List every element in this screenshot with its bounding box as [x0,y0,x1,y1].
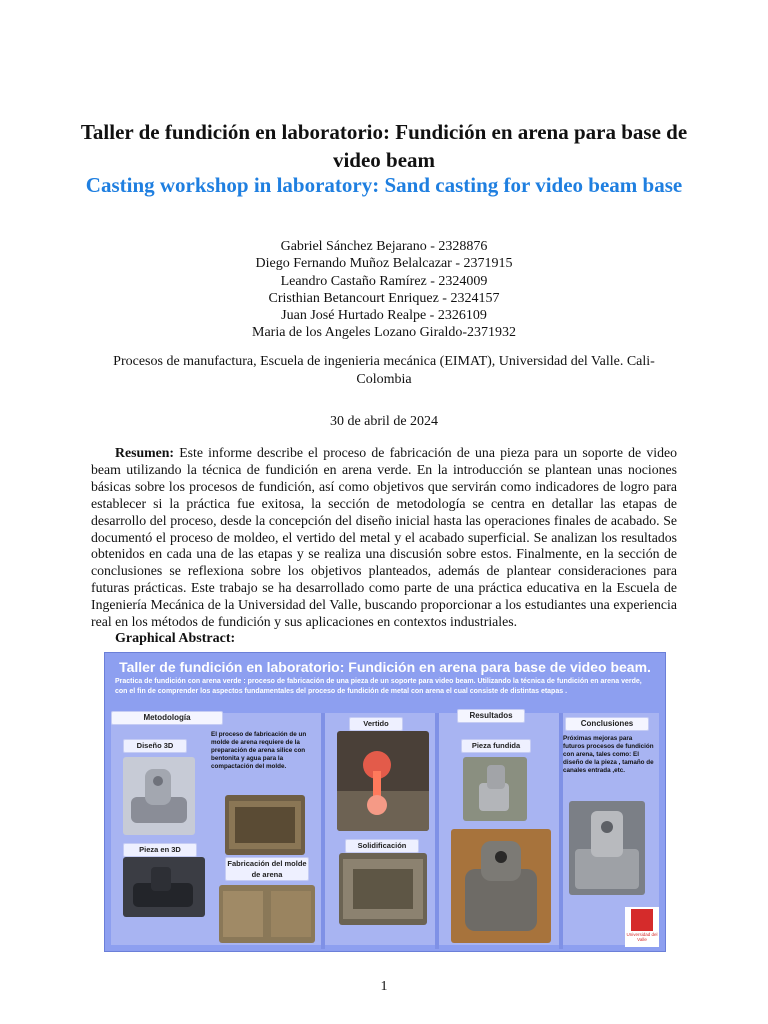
author: Juan José Hurtado Realpe - 2326109 [281,308,487,324]
section-label-resultados: Resultados [457,709,525,723]
3d-render-icon [123,757,195,835]
author: Cristhian Betancourt Enriquez - 2324157 [268,290,500,306]
author-list [100,238,668,342]
photo-finished-part [451,829,551,943]
paper-title-english: Casting workshop in laboratory: Sand casting for video beam base [85,173,683,197]
label-pieza-3d: Pieza en 3D [123,843,197,857]
photo-cast-part [463,757,527,821]
mold-halves-icon [219,885,315,943]
author: Gabriel Sánchez Bejarano - 2328876 [280,239,488,254]
photo-3d-printed-part [123,857,205,917]
poster-subtitle: Practica de fundición con arena verde : proceso de fabricación de una pieza de un soporte para video beam. Utilizando la técnica de fundición en arena verde, con el fin de comprender los aspectos fundamentales del proceso de fundición de metal con arena el cual consiste de distintas etapas . [115,678,642,695]
university-logo [625,907,659,947]
sand-mold-icon [225,795,305,855]
section-label-metodologia: Metodología [111,711,223,725]
metodologia-note: El proceso de fabricación de un molde de arena requiere de la preparación de arena silice con bentonita y agua para la compactación del molde. [211,731,307,770]
author: Maria de los Angeles Lozano Giraldo-2371932 [252,325,516,341]
label-vertido: Vertido [349,717,403,731]
photo-3d-design [123,757,195,835]
label-diseno-3d: Diseño 3D [123,739,187,753]
author: Leandro Castaño Ramírez - 2324009 [280,273,488,289]
photo-pouring [337,731,429,831]
abstract-label: Resumen: [115,445,175,460]
photo-sand-mold [225,795,305,855]
page-number: 1 [380,979,388,994]
logo-mark-icon [631,909,653,931]
affiliation: Procesos de manufactura, Escuela de ingenieria mecánica (EIMAT), Universidad del Valle. Cali-Colombia [113,354,655,387]
photo-final-piece [569,801,645,895]
graphical-abstract-label: Graphical Abstract: [115,631,236,646]
abstract [91,445,677,631]
solidified-mold-icon [339,853,427,925]
paper-title-spanish: Taller de fundición en laboratorio: Fundición en arena para base de video beam [80,120,688,172]
photo-mold-halves [219,885,315,943]
printed-part-icon [123,857,205,917]
photo-solidification [339,853,427,925]
label-pieza-fundida: Pieza fundida [461,739,531,753]
logo-text: Universidad del Valle [626,932,658,942]
publication-date: 30 de abril de 2024 [329,414,439,429]
pouring-metal-icon [337,731,429,831]
conclusiones-note: Próximas mejoras para futuros procesos de fundición con arena, tales como: El diseño de la pieza , tamaño de canales entrada ,etc. [563,735,654,774]
label-solidificacion: Solidificación [345,839,419,853]
cast-part-icon [463,757,527,821]
final-piece-icon [569,801,645,895]
author: Diego Fernando Muñoz Belalcazar - 2371915 [255,256,513,272]
section-label-conclusiones: Conclusiones [565,717,649,731]
poster-title: Taller de fundición en laboratorio: Fundición en arena para base de video beam. [119,659,651,675]
label-fabricacion-molde: Fabricación del molde de arena [225,857,309,881]
finished-part-icon [451,829,551,943]
abstract-text: Este informe describe el proceso de fabricación de una pieza para un soporte de video beam utilizando la técnica de fundición en arena verde. En la introducción se plantean unas nociones básicas sobre los procesos de fundición, así como objetivos que servirán como indicadores de logro para establecer si la práctica fue exitosa, la sección de metodología se centra en detallar las etapas de desarrollo del proceso, desde la concepción del diseño inicial hasta las operaciones finales de acabado. Se documentó el proceso de moldeo, el vertido del metal y el acabado superficial. Se analizan los resultados obtenidos en cada una de las etapas y se realiza una discusión sobre estos. Finalmente, en la sección de conclusiones se reflexiona sobre los objetivos planteados, además de plantear consideraciones para futuras prácticas. Este trabajo se ha desarrollado como parte de una práctica educativa en la Escuela de Ingeniería Mecánica de la Universidad del Valle, buscando proporcionar a los estudiantes una experiencia real en los métodos de fundición y sus aplicaciones en contextos industriales. [91,445,677,630]
graphical-abstract-poster [104,652,666,952]
